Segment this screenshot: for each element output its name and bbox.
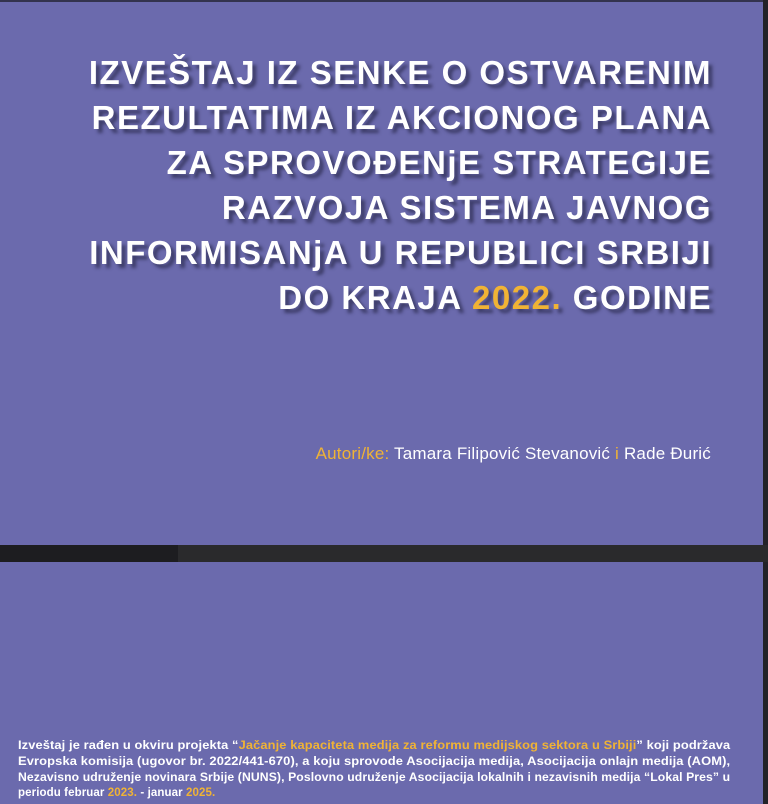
- text-line: [278, 275, 712, 320]
- authors-line: [40, 442, 711, 466]
- divider-band-left-segment: [0, 545, 178, 562]
- text-segment: IZVEŠTAJ IZ SENKE O OSTVARENIM: [88, 54, 712, 91]
- text-segment: periodu februar: [18, 787, 108, 800]
- footer-paragraph: [18, 739, 730, 802]
- report-title: [40, 50, 712, 320]
- highlight-text: i: [615, 444, 620, 463]
- highlight-text: Autori/ke:: [315, 444, 390, 463]
- highlight-text: Jačanje kapaciteta medija za reformu medijskog sektora u Srbiji: [238, 740, 637, 752]
- text-segment: ZA SPROVOĐENjE STRATEGIJE: [166, 144, 712, 181]
- right-edge-strip: [763, 0, 768, 804]
- highlight-text: 2022.: [472, 279, 563, 316]
- text-segment: Evropska komisija (ugovor br. 2022/441-670), a koju sprovode Asocijacija medija, Asocijacija onlajn medija (AOM),: [18, 755, 731, 768]
- highlight-text: 2023.: [107, 787, 138, 800]
- divider-band: [0, 545, 768, 562]
- text-line: [92, 95, 712, 140]
- text-segment: Nezavisno udruženje novinara Srbije (NUNS), Poslovno udruženje Asocijacija lokalnih i nezavisnih medija “Lokal Pres” u: [18, 771, 731, 784]
- text-line: [18, 771, 730, 787]
- text-segment: Tamara Filipović Stevanović: [389, 444, 616, 463]
- text-segment: REZULTATIMA IZ AKCIONOG PLANA: [91, 99, 712, 136]
- text-line: [167, 140, 712, 185]
- text-segment: Rade Đurić: [619, 444, 711, 463]
- text-line: [222, 185, 712, 230]
- text-line: [18, 755, 730, 771]
- text-segment: RAZVOJA SISTEMA JAVNOG: [221, 189, 712, 226]
- text-segment: Izveštaj je rađen u okviru projekta “: [18, 740, 239, 752]
- text-segment: ” koji podržava: [636, 740, 731, 752]
- text-segment: INFORMISANjA U REPUBLICI SRBIJI: [89, 234, 712, 271]
- text-segment: - januar: [137, 787, 186, 800]
- top-edge-line: [0, 0, 768, 2]
- text-segment: DO KRAJA: [278, 279, 473, 316]
- text-line: [89, 230, 712, 275]
- text-line: [18, 739, 730, 755]
- text-line: [18, 786, 215, 802]
- text-line: [89, 50, 712, 95]
- text-segment: GODINE: [562, 279, 712, 316]
- highlight-text: 2025.: [186, 787, 216, 800]
